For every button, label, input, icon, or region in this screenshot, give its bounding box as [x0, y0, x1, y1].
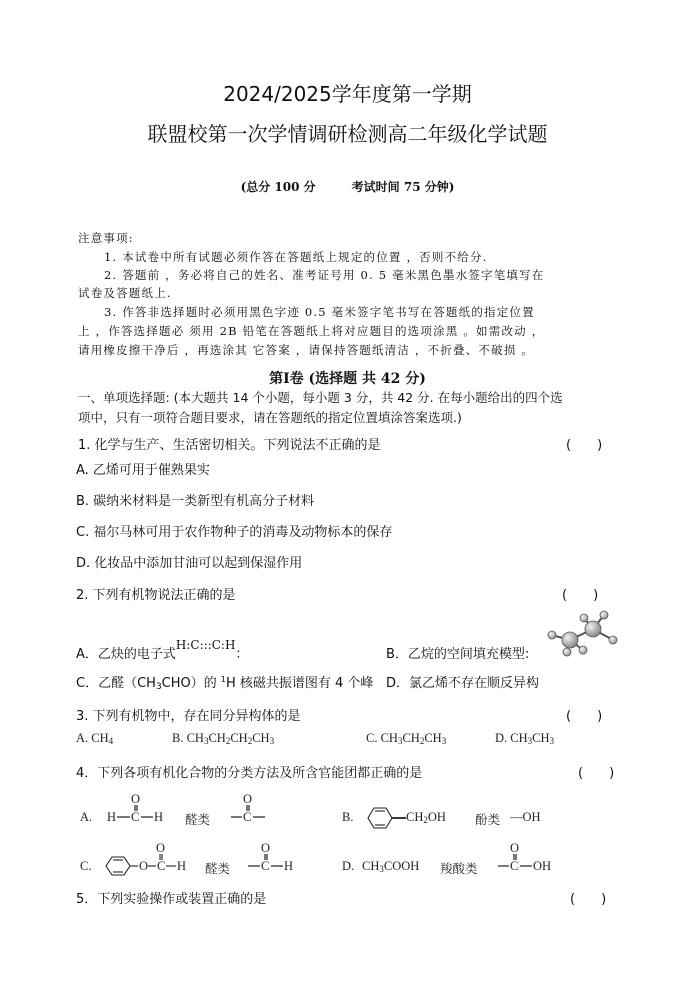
exam-time: 考试时间 75 分钟) [351, 180, 455, 194]
question-4-option-b-group: —OH [510, 810, 541, 824]
option-label: C. [366, 731, 381, 745]
question-4-answer-bracket: ( ) [578, 766, 615, 781]
section-instruction-2: 项中，只有一项符合题目要求，请在答题纸的指定位置填涂答案选项.) [78, 410, 462, 425]
question-1-stem: 1. 化学与生产、生活密切相关。下列说法不正确的是 [78, 438, 381, 453]
svg-text:C: C [131, 810, 140, 824]
exam-meta [0, 178, 695, 195]
ch-text: CH [406, 810, 424, 824]
question-4-option-d-label: D. [342, 859, 355, 873]
question-2-option-b: B．乙烷的空间填充模型: [386, 647, 530, 662]
formaldehyde-structure-icon [104, 790, 174, 830]
carbonyl-group-icon [228, 790, 272, 830]
svg-text:H: H [107, 810, 117, 824]
oh-text: OH [427, 810, 446, 824]
question-2-option-a [76, 638, 249, 662]
option-c-suffix: H 核磁共振谱图有 4 个峰 [225, 676, 374, 691]
total-score: (总分 100 分 [240, 180, 316, 194]
benzene-ring-icon [364, 804, 408, 832]
option-c-subscript: 3 [155, 682, 162, 692]
option-a-text: A．乙炔的电子式 [76, 647, 176, 662]
question-4-option-c-label: C. [80, 859, 92, 873]
question-3-option-c: C. $CH_3CH_2CH_3$ [366, 731, 447, 746]
subscript: 3 [379, 864, 384, 874]
option-label: A. [76, 731, 92, 745]
note-line-2: 2. 答题前 ，务必将自己的姓名、准考证号用 0. 5 毫米黑色墨水签字笔填写在 [104, 268, 545, 282]
question-4-stem: 4．下列各项有机化合物的分类方法及所含官能团都正确的是 [76, 766, 423, 781]
question-2-option-c [76, 672, 373, 692]
question-2-stem: 2. 下列有机物说法正确的是 [76, 588, 236, 603]
question-5-stem: 5．下列实验操作或装置正确的是 [76, 892, 267, 907]
question-4-option-c-class: 醛类 [205, 862, 231, 876]
svg-text:O: O [156, 841, 166, 855]
carboxyl-group-icon [496, 839, 560, 879]
ch-text: CH [362, 859, 380, 873]
option-c-mid: CHO）的 [161, 676, 221, 691]
notes-heading: 注意事项: [78, 231, 134, 245]
option-a-suffix: ： [235, 647, 249, 662]
section-instruction-1: 一、单项选择题: (本大题共 14 个小题，每小题 3 分，共 42 分. 在每小题给出的四个选 [78, 390, 563, 405]
acetylene-electron-formula: H:C:::C:H [175, 638, 236, 652]
option-label: B. [172, 731, 187, 745]
aldehyde-group-icon [245, 839, 307, 879]
question-4-option-a-label: A. [80, 810, 93, 824]
question-3-stem: 3. 下列有机物中，存在同分异构体的是 [76, 709, 301, 724]
question-4-option-b-class: 酚类 [475, 813, 501, 827]
svg-text:C: C [157, 859, 166, 873]
question-4-option-a-class: 醛类 [185, 813, 211, 827]
question-4-option-b-compound [406, 810, 446, 825]
svg-text:O: O [510, 841, 520, 855]
question-4-option-b-label: B. [342, 810, 354, 824]
exam-title-term: 2024/2025学年度第一学期 [223, 82, 472, 106]
question-1-answer-bracket: ( ) [566, 438, 603, 453]
note-line-5: 上 ，作答选择题必 须用 2B 铅笔在答题纸上将对应题目的选项涂黑 。如需改动 ， [78, 324, 545, 338]
svg-text:C: C [243, 810, 252, 824]
question-1-option-a: A. 乙烯可用于催熟果实 [76, 463, 210, 478]
option-label: D. [495, 731, 511, 745]
question-3-option-b: B. $CH_3CH_2CH_2CH_3$ [172, 731, 275, 746]
note-line-3: 试卷及答题纸上. [78, 286, 172, 300]
svg-text:OH: OH [533, 859, 552, 873]
svg-text:H: H [177, 859, 187, 873]
note-line-4: 3. 作答非选择题时必须用黑色字迹 0.5 毫米签字笔书写在答题纸的指定位置 [104, 305, 535, 319]
question-2-answer-bracket: ( ) [562, 588, 599, 603]
section-title: 第Ⅰ卷 (选择题 共 42 分) [269, 371, 426, 387]
svg-text:H: H [284, 859, 294, 873]
question-4-option-d-compound [362, 859, 419, 874]
svg-text:C: C [510, 859, 519, 873]
svg-text:O: O [261, 841, 271, 855]
ethane-model-icon [540, 607, 630, 667]
svg-text:C: C [261, 859, 270, 873]
question-3-answer-bracket: ( ) [566, 709, 603, 724]
question-1-option-d: D. 化妆品中添加甘油可以起到保湿作用 [76, 556, 303, 571]
question-1-option-c: C. 福尔马林可用于农作物种子的消毒及动物标本的保存 [76, 525, 393, 540]
phenyl-formate-structure-icon [104, 839, 196, 879]
question-1-option-b: B. 碳纳米材料是一类新型有机高分子材料 [76, 494, 315, 509]
svg-text:O: O [139, 859, 149, 873]
subscript: 2 [423, 815, 428, 825]
svg-text:H: H [154, 810, 164, 824]
question-4-option-d-class: 羧酸类 [440, 862, 478, 876]
note-line-6: 请用橡皮擦干净后 ，再选涂其 它答案 ，请保持答题纸清洁 ，不折叠、不破损 。 [78, 343, 535, 357]
question-3-option-a: A. $CH_4$ [76, 731, 114, 746]
svg-text:O: O [243, 792, 253, 806]
cooh-text: COOH [383, 859, 420, 873]
note-line-1: 1. 本试卷中所有试题必须作答在答题纸上规定的位置 ，否则不给分. [104, 250, 488, 264]
question-3-option-d: D. $CH_3CH_3$ [495, 731, 555, 746]
question-2-option-d: D．氯乙烯不存在顺反异构 [386, 676, 540, 691]
option-c-prefix: C．乙醛（CH [76, 676, 156, 691]
exam-title-main: 联盟校第一次学情调研检测高二年级化学试题 [147, 122, 548, 146]
svg-text:O: O [131, 792, 141, 806]
option-c-superscript: 1 [220, 675, 226, 684]
question-5-answer-bracket: ( ) [570, 892, 607, 907]
